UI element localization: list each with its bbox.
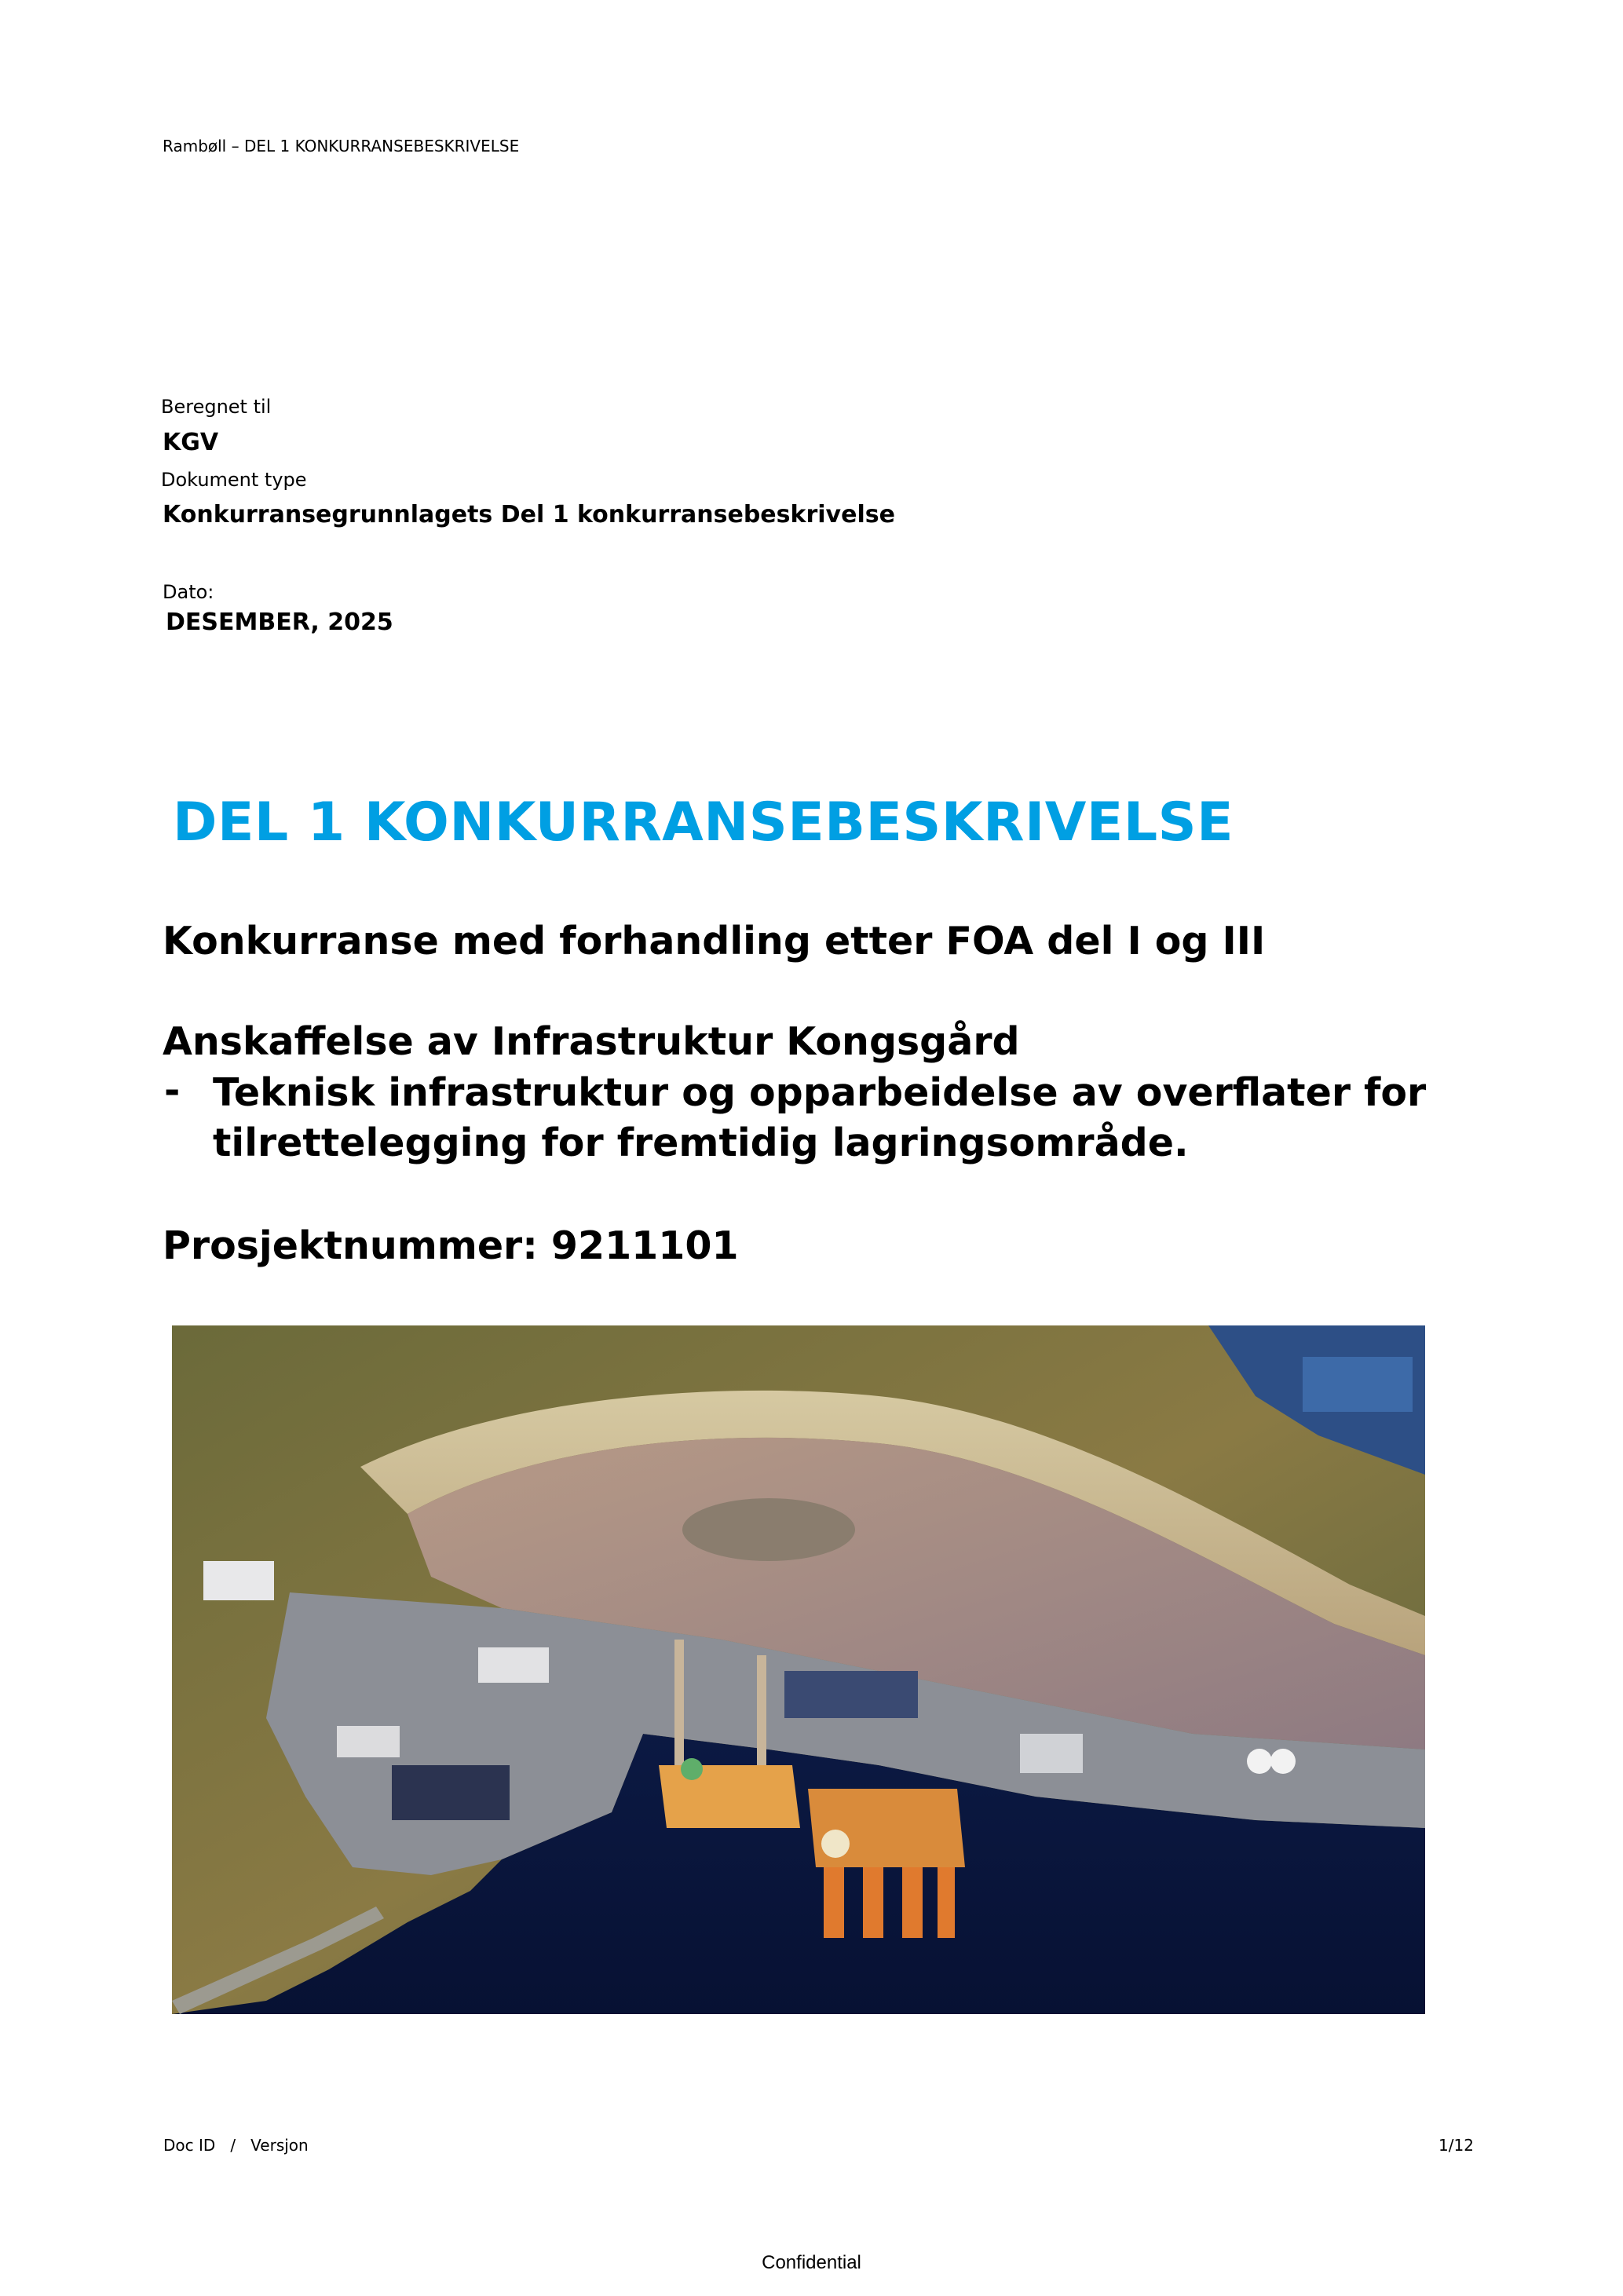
recipient-value: KGV [163,429,219,456]
confidential-label: Confidential [762,2252,861,2273]
date-value: DESEMBER, 2025 [166,609,393,636]
recipient-label: Beregnet til [161,396,272,418]
running-header: Rambøll – DEL 1 KONKURRANSEBESKRIVELSE [163,137,520,155]
project-number: Prosjektnummer: 9211101 [163,1223,739,1268]
footer-doc-id: Doc ID / Versjon [163,2136,309,2155]
cover-photo [172,1325,1425,2014]
bullet-marker: - [164,1068,181,1113]
footer-page-number: 1/12 [1438,2136,1474,2155]
doc-type-value: Konkurransegrunnlagets Del 1 konkurransebeskrivelse [163,501,895,528]
doc-type-label: Dokument type [161,469,307,491]
date-label: Dato: [163,581,214,603]
document-title: DEL 1 KONKURRANSEBESKRIVELSE [173,792,1234,854]
procurement-heading: Anskaffelse av Infrastruktur Kongsgård [163,1019,1020,1064]
scope-bullet-text: Teknisk infrastruktur og opparbeidelse av overflater for tilrettelegging for fremtidig lagringsområde. [213,1070,1427,1165]
procedure-subtitle: Konkurranse med forhandling etter FOA del I og III [163,919,1266,963]
